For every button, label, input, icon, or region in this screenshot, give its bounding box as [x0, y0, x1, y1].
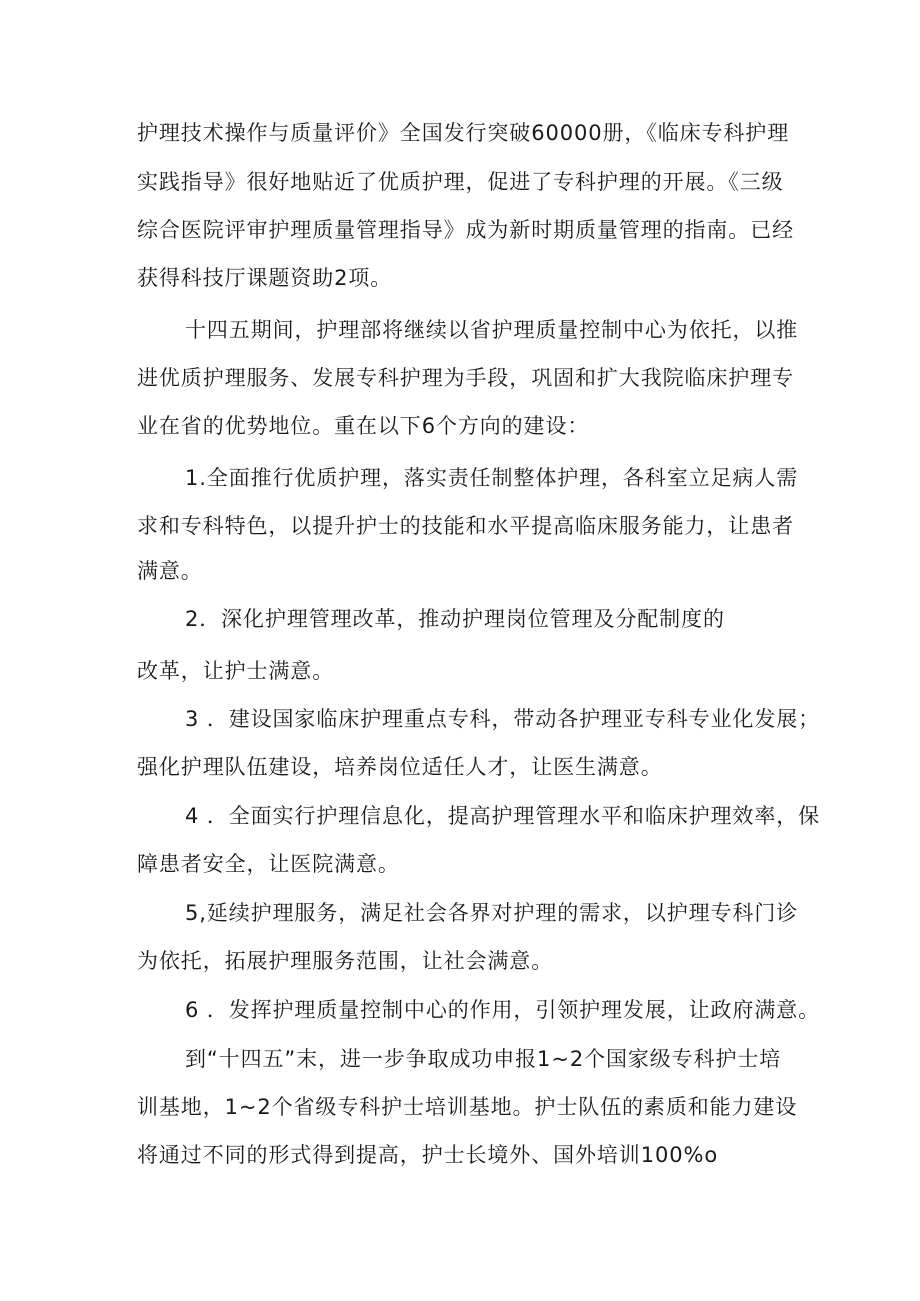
paragraph-9-line-1: 到“十四五”末，进一步争取成功申报1~2个国家级专科护士培	[185, 1047, 782, 1071]
paragraph-1-line-4: 获得科技厅课题资助2项。	[137, 266, 393, 290]
paragraph-5-line-2: 强化护理队伍建设，培养岗位适任人才，让医生满意。	[137, 755, 663, 779]
paragraph-3-line-1: 1.全面推行优质护理，落实责任制整体护理，各科室立足病人需	[185, 466, 799, 490]
paragraph-3-line-3: 满意。	[137, 559, 203, 583]
paragraph-6-line-1: 4 ．全面实行护理信息化，提高护理管理水平和临床护理效率，保	[185, 804, 821, 828]
paragraph-4-line-1: 2．深化护理管理改革，推动护理岗位管理及分配制度的	[185, 607, 725, 631]
paragraph-2-line-2: 进优质护理服务、发展专科护理为手段，巩固和扩大我院临床护理专	[137, 366, 794, 390]
paragraph-2-line-1: 十四五期间，护理部将继续以省护理质量控制中心为依托，以推	[185, 318, 799, 342]
paragraph-1-line-2: 实践指导》很好地贴近了优质护理，促进了专科护理的开展。《三级	[137, 170, 784, 194]
paragraph-6-line-2: 障患者安全，让医院满意。	[137, 852, 400, 876]
paragraph-7-line-2: 为依托，拓展护理服务范围，让社会满意。	[137, 949, 554, 973]
paragraph-4-line-2: 改革，让护士满意。	[137, 659, 335, 683]
paragraph-1-line-1: 护理技术操作与质量评价》全国发行突破60000册，《临床专科护理	[137, 121, 790, 145]
paragraph-9-line-2: 训基地，1~2个省级专科护士培训基地。护士队伍的素质和能力建设	[137, 1095, 798, 1119]
paragraph-9-line-3: 将通过不同的形式得到提高，护士长境外、国外培训100%o	[137, 1143, 719, 1167]
paragraph-5-line-1: 3 ．建设国家临床护理重点专科，带动各护理亚专科专业化发展；	[185, 707, 821, 731]
paragraph-3-line-2: 求和专科特色，以提升护士的技能和水平提高临床服务能力，让患者	[137, 514, 794, 538]
paragraph-1-line-3: 综合医院评审护理质量管理指导》成为新时期质量管理的指南。已经	[137, 218, 794, 242]
paragraph-8-line-1: 6 ．发挥护理质量控制中心的作用，引领护理发展，让政府满意。	[185, 998, 821, 1022]
paragraph-2-line-3: 业在省的优势地位。重在以下6个方向的建设：	[137, 414, 590, 438]
paragraph-7-line-1: 5,延续护理服务，满足社会各界对护理的需求，以护理专科门诊	[185, 901, 799, 925]
